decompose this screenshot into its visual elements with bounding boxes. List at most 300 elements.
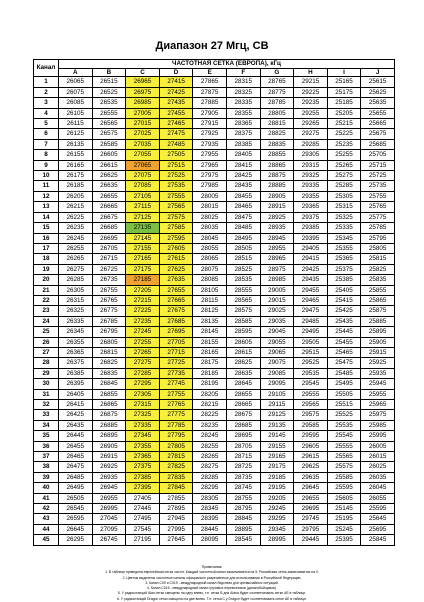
frequency-cell: 28005 <box>193 191 227 201</box>
frequency-cell: 27175 <box>126 264 160 274</box>
frequency-cell: 26635 <box>92 181 126 191</box>
frequency-cell: 27205 <box>126 285 160 295</box>
frequency-cell: 27365 <box>126 452 160 462</box>
frequency-cell: 26105 <box>59 108 93 118</box>
channel-number: 38 <box>34 462 59 472</box>
frequency-cell: 26875 <box>92 410 126 420</box>
frequency-cell: 29255 <box>294 108 328 118</box>
frequency-cell: 28855 <box>260 150 294 160</box>
frequency-cell: 28235 <box>193 420 227 430</box>
frequency-cell: 28645 <box>226 379 260 389</box>
frequency-cell: 29325 <box>294 171 328 181</box>
frequency-cell: 25485 <box>327 368 361 378</box>
frequency-cell: 27525 <box>159 171 193 181</box>
frequency-cell: 29065 <box>260 347 294 357</box>
channel-number: 25 <box>34 327 59 337</box>
frequency-cell: 29205 <box>260 493 294 503</box>
frequency-cell: 28985 <box>260 275 294 285</box>
frequency-cell: 27785 <box>159 420 193 430</box>
frequency-cell: 29635 <box>294 472 328 482</box>
frequency-cell: 29215 <box>294 77 328 87</box>
frequency-cell: 29465 <box>294 295 328 305</box>
frequency-cell: 26115 <box>59 119 93 129</box>
frequency-cell: 27125 <box>126 212 160 222</box>
channel-number: 28 <box>34 358 59 368</box>
grid-column-header: F <box>226 69 260 77</box>
channel-number: 39 <box>34 472 59 482</box>
frequency-cell: 27405 <box>126 493 160 503</box>
frequency-cell: 25195 <box>327 514 361 524</box>
table-row <box>34 160 395 170</box>
frequency-cell: 28575 <box>226 306 260 316</box>
frequency-cell: 26975 <box>126 87 160 97</box>
frequency-cell: 26055 <box>361 493 395 503</box>
frequency-cell: 27815 <box>159 452 193 462</box>
frequency-cell: 25965 <box>361 400 395 410</box>
frequency-cell: 25635 <box>361 98 395 108</box>
frequency-cell: 26345 <box>59 327 93 337</box>
frequency-cell: 27465 <box>159 119 193 129</box>
channel-header: Канал <box>34 60 59 77</box>
frequency-cell: 29315 <box>294 160 328 170</box>
channel-number: 41 <box>34 493 59 503</box>
frequency-cell: 26315 <box>59 295 93 305</box>
channel-number: 43 <box>34 514 59 524</box>
channel-number: 6 <box>34 129 59 139</box>
frequency-cell: 27605 <box>159 243 193 253</box>
frequency-cell: 25345 <box>327 233 361 243</box>
frequency-cell: 25915 <box>361 347 395 357</box>
channel-number: 35 <box>34 431 59 441</box>
frequency-cell: 29185 <box>260 472 294 482</box>
frequency-cell: 28075 <box>193 264 227 274</box>
frequency-cell: 26865 <box>92 400 126 410</box>
frequency-cell: 29415 <box>294 254 328 264</box>
frequency-cell: 26395 <box>59 379 93 389</box>
frequency-cell: 26535 <box>92 98 126 108</box>
frequency-cell: 28545 <box>226 535 260 545</box>
frequency-cell: 25305 <box>327 191 361 201</box>
frequency-cell: 26725 <box>92 264 126 274</box>
frequency-cell: 28095 <box>193 535 227 545</box>
frequency-cell: 27925 <box>193 129 227 139</box>
channel-number: 32 <box>34 400 59 410</box>
frequency-cell: 26265 <box>59 254 93 264</box>
frequency-cell: 26205 <box>59 191 93 201</box>
frequency-cell: 27915 <box>193 119 227 129</box>
table-row <box>34 493 395 503</box>
table-row <box>34 483 395 493</box>
frequency-cell: 28995 <box>260 535 294 545</box>
frequency-cell: 28425 <box>226 171 260 181</box>
frequency-cell: 28045 <box>193 233 227 243</box>
frequency-cell: 28295 <box>193 483 227 493</box>
frequency-cell: 26365 <box>59 347 93 357</box>
channel-number: 26 <box>34 337 59 347</box>
frequency-cell: 25445 <box>327 327 361 337</box>
frequency-cell: 26005 <box>361 441 395 451</box>
frequency-cell: 27105 <box>126 191 160 201</box>
frequency-cell: 25245 <box>327 524 361 534</box>
channel-number: 21 <box>34 285 59 295</box>
frequency-cell: 28595 <box>226 327 260 337</box>
frequency-cell: 29395 <box>294 233 328 243</box>
frequency-cell: 29245 <box>260 504 294 514</box>
frequency-cell: 29225 <box>294 87 328 97</box>
frequency-cell: 29425 <box>294 264 328 274</box>
table-row <box>34 410 395 420</box>
frequency-cell: 26025 <box>361 462 395 472</box>
frequency-cell: 28635 <box>226 368 260 378</box>
frequency-cell: 28385 <box>226 139 260 149</box>
frequency-cell: 29275 <box>294 129 328 139</box>
frequency-cell: 27975 <box>193 171 227 181</box>
table-row <box>34 98 395 108</box>
frequency-cell: 27015 <box>126 119 160 129</box>
frequency-cell: 29105 <box>260 389 294 399</box>
frequency-cell: 26165 <box>59 160 93 170</box>
frequency-cell: 27965 <box>193 160 227 170</box>
frequency-cell: 25465 <box>327 347 361 357</box>
frequency-cell: 28325 <box>226 87 260 97</box>
frequency-cell: 26185 <box>59 181 93 191</box>
frequency-cell: 25775 <box>361 212 395 222</box>
frequency-cell: 28355 <box>226 108 260 118</box>
frequency-cell: 29135 <box>260 420 294 430</box>
frequency-cell: 26385 <box>59 368 93 378</box>
frequency-cell: 28455 <box>226 191 260 201</box>
frequency-cell: 27095 <box>92 524 126 534</box>
frequency-cell: 26295 <box>59 535 93 545</box>
frequency-cell: 28705 <box>226 441 260 451</box>
frequency-cell: 25335 <box>327 223 361 233</box>
frequency-cell: 29545 <box>294 379 328 389</box>
frequency-cell: 27165 <box>126 254 160 264</box>
frequency-cell: 28875 <box>260 171 294 181</box>
channel-number: 3 <box>34 98 59 108</box>
frequency-cell: 25665 <box>361 119 395 129</box>
frequency-cell: 26705 <box>92 243 126 253</box>
frequency-cell: 28475 <box>226 212 260 222</box>
frequency-cell: 25905 <box>361 337 395 347</box>
frequency-cell: 28085 <box>193 275 227 285</box>
frequency-cell: 26135 <box>59 139 93 149</box>
frequency-cell: 26815 <box>92 347 126 357</box>
frequency-cell: 27595 <box>159 233 193 243</box>
table-row <box>34 264 395 274</box>
frequency-cell: 26075 <box>59 87 93 97</box>
frequency-cell: 29475 <box>294 306 328 316</box>
frequency-cell: 29355 <box>294 191 328 201</box>
channel-number: 29 <box>34 368 59 378</box>
frequency-cell: 26645 <box>59 524 93 534</box>
frequency-cell: 28605 <box>226 337 260 347</box>
frequency-cell: 26595 <box>59 514 93 524</box>
frequency-cell: 26015 <box>361 452 395 462</box>
frequency-cell: 25385 <box>327 275 361 285</box>
frequency-cell: 25975 <box>361 410 395 420</box>
frequency-cell: 27285 <box>126 368 160 378</box>
frequency-cell: 25735 <box>361 181 395 191</box>
frequency-cell: 25535 <box>327 420 361 430</box>
frequency-cell: 27755 <box>159 389 193 399</box>
frequency-cell: 27375 <box>126 462 160 472</box>
frequency-cell: 28015 <box>193 202 227 212</box>
channel-number: 18 <box>34 254 59 264</box>
frequency-cell: 25205 <box>327 108 361 118</box>
frequency-cell: 27055 <box>126 150 160 160</box>
frequency-cell: 29075 <box>260 358 294 368</box>
frequency-cell: 25355 <box>327 243 361 253</box>
frequency-cell: 28215 <box>193 400 227 410</box>
frequency-cell: 26995 <box>92 504 126 514</box>
frequency-cell: 26925 <box>92 462 126 472</box>
frequency-cell: 27535 <box>159 181 193 191</box>
table-row <box>34 379 395 389</box>
frequency-cell: 28115 <box>193 295 227 305</box>
frequency-cell: 29495 <box>294 327 328 337</box>
frequency-cell: 28465 <box>226 202 260 212</box>
table-row <box>34 368 395 378</box>
frequency-cell: 28195 <box>193 379 227 389</box>
frequency-cell: 28365 <box>226 119 260 129</box>
frequency-cell: 28865 <box>260 160 294 170</box>
table-row <box>34 87 395 97</box>
frequency-cell: 28885 <box>260 181 294 191</box>
frequency-cell: 27135 <box>126 223 160 233</box>
frequency-cell: 29055 <box>260 337 294 347</box>
frequency-cell: 25785 <box>361 223 395 233</box>
frequency-cell: 27685 <box>159 316 193 326</box>
grid-column-header: E <box>193 69 227 77</box>
note-line: 6. У радиостанций Dragon сетки смещены на две влево. Т.е. сетка С у Dragon будет соответсвовать сетке AE в таблице. <box>117 596 307 601</box>
frequency-cell: 28025 <box>193 212 227 222</box>
frequency-cell: 28555 <box>226 285 260 295</box>
frequency-cell: 28405 <box>226 150 260 160</box>
frequency-cell: 28735 <box>226 472 260 482</box>
table-row <box>34 223 395 233</box>
channel-number: 13 <box>34 202 59 212</box>
frequency-cell: 28805 <box>260 108 294 118</box>
frequency-cell: 28655 <box>226 389 260 399</box>
frequency-cell: 29615 <box>294 452 328 462</box>
frequency-cell: 28925 <box>260 212 294 222</box>
frequency-cell: 28255 <box>193 441 227 451</box>
frequency-cell: 29575 <box>294 410 328 420</box>
channel-number: 27 <box>34 347 59 357</box>
frequency-cell: 25895 <box>361 327 395 337</box>
frequency-cell: 26585 <box>92 139 126 149</box>
frequency-cell: 26715 <box>92 254 126 264</box>
frequency-cell: 27275 <box>126 358 160 368</box>
frequency-cell: 27345 <box>126 431 160 441</box>
frequency-cell: 28395 <box>193 514 227 524</box>
channel-number: 12 <box>34 191 59 201</box>
frequency-cell: 27945 <box>159 514 193 524</box>
frequency-cell: 25825 <box>361 264 395 274</box>
table-row <box>34 171 395 181</box>
frequency-cell: 29795 <box>294 524 328 534</box>
frequency-cell: 25925 <box>361 358 395 368</box>
frequency-cell: 27075 <box>126 171 160 181</box>
frequency-cell: 29645 <box>294 483 328 493</box>
frequency-cell: 29655 <box>294 493 328 503</box>
frequency-cell: 27325 <box>126 410 160 420</box>
frequency-cell: 26945 <box>92 483 126 493</box>
frequency-cell: 26085 <box>59 98 93 108</box>
frequency-cell: 28585 <box>226 316 260 326</box>
frequency-cell: 25285 <box>327 181 361 191</box>
frequency-cell: 25315 <box>327 202 361 212</box>
frequency-cell: 29145 <box>260 431 294 441</box>
frequency-cell: 27255 <box>126 337 160 347</box>
frequency-cell: 28685 <box>226 420 260 430</box>
frequency-cell: 29625 <box>294 462 328 472</box>
frequency-cell: 29165 <box>260 452 294 462</box>
frequency-cell: 26495 <box>59 483 93 493</box>
frequency-cell: 26125 <box>59 129 93 139</box>
frequency-cell: 26505 <box>59 493 93 503</box>
frequency-cell: 25175 <box>327 87 361 97</box>
frequency-cell: 25725 <box>361 171 395 181</box>
frequency-cell: 26485 <box>59 472 93 482</box>
frequency-cell: 25425 <box>327 306 361 316</box>
table-row <box>34 139 395 149</box>
frequency-cell: 27315 <box>126 400 160 410</box>
frequency-cell: 26755 <box>92 285 126 295</box>
frequency-cell: 25865 <box>361 295 395 305</box>
frequency-cell: 25995 <box>361 431 395 441</box>
frequency-cell: 27865 <box>193 77 227 87</box>
frequency-cell: 29345 <box>260 524 294 534</box>
notes-heading: Примечания: <box>201 565 223 569</box>
frequency-cell: 26895 <box>92 431 126 441</box>
frequency-cell: 25645 <box>361 514 395 524</box>
channel-number: 45 <box>34 535 59 545</box>
frequency-cell: 28135 <box>193 316 227 326</box>
table-row <box>34 285 395 295</box>
frequency-cell: 26785 <box>92 316 126 326</box>
frequency-cell: 28915 <box>260 202 294 212</box>
frequency-cell: 27415 <box>159 77 193 87</box>
table-row <box>34 119 395 129</box>
table-row <box>34 295 395 305</box>
frequency-cell: 28245 <box>193 431 227 441</box>
frequency-cell: 26965 <box>126 77 160 87</box>
frequency-cell: 29535 <box>294 368 328 378</box>
grid-column-header: B <box>92 69 126 77</box>
frequency-cell: 26885 <box>92 420 126 430</box>
frequency-cell: 26435 <box>59 420 93 430</box>
frequency-cell: 26445 <box>59 431 93 441</box>
frequency-cell: 25395 <box>327 535 361 545</box>
frequency-cell: 27875 <box>193 87 227 97</box>
frequency-cell: 26255 <box>59 243 93 253</box>
frequency-cell: 26305 <box>59 285 93 295</box>
frequency-cell: 28305 <box>193 493 227 503</box>
frequency-cell: 28835 <box>260 139 294 149</box>
table-row <box>34 389 395 399</box>
channel-number: 11 <box>34 181 59 191</box>
frequency-cell: 25225 <box>327 129 361 139</box>
frequency-cell: 25815 <box>361 254 395 264</box>
frequency-cell: 26175 <box>59 171 93 181</box>
channel-number: 44 <box>34 524 59 534</box>
note-line: 5. У радиостанций Alan сетки смещены на одну влево, т.е. сетка B для Alana будет соответсвовать сетке AE в таблице. <box>117 591 307 596</box>
frequency-cell: 27845 <box>159 483 193 493</box>
frequency-cell: 26245 <box>59 233 93 243</box>
channel-number: 4 <box>34 108 59 118</box>
notes-list <box>40 570 384 602</box>
frequency-cell: 27855 <box>159 493 193 503</box>
frequency-cell: 26935 <box>92 472 126 482</box>
frequency-cell: 26675 <box>92 212 126 222</box>
channel-number: 36 <box>34 441 59 451</box>
frequency-cell: 27445 <box>126 504 160 514</box>
frequency-cell: 25165 <box>327 77 361 87</box>
frequency-cell: 28185 <box>193 368 227 378</box>
frequency-cell: 25845 <box>361 535 395 545</box>
frequency-cell: 25375 <box>327 264 361 274</box>
frequency-cell: 25525 <box>327 410 361 420</box>
grid-column-header: J <box>361 69 395 77</box>
frequency-cell: 29035 <box>260 316 294 326</box>
frequency-cell: 28205 <box>193 389 227 399</box>
frequency-cell: 26955 <box>92 493 126 503</box>
frequency-cell: 27625 <box>159 264 193 274</box>
channel-number: 20 <box>34 275 59 285</box>
frequency-cell: 26425 <box>59 410 93 420</box>
frequency-cell: 25515 <box>327 400 361 410</box>
frequency-cell: 27485 <box>159 139 193 149</box>
frequency-cell: 26575 <box>92 129 126 139</box>
frequency-cell: 26225 <box>59 212 93 222</box>
frequency-cell: 26915 <box>92 452 126 462</box>
channel-number: 2 <box>34 87 59 97</box>
frequency-cell: 26325 <box>59 306 93 316</box>
grid-column-header: G <box>260 69 294 77</box>
frequency-cell: 25365 <box>327 254 361 264</box>
frequency-cell: 25705 <box>361 150 395 160</box>
frequency-cell: 25685 <box>361 139 395 149</box>
frequency-cell: 26655 <box>92 191 126 201</box>
frequency-cell: 27395 <box>126 483 160 493</box>
frequency-cell: 27085 <box>126 181 160 191</box>
frequency-cell: 27645 <box>159 535 193 545</box>
channel-number: 17 <box>34 243 59 253</box>
frequency-cell: 27825 <box>159 462 193 472</box>
grid-column-header: C <box>126 69 160 77</box>
frequency-cell: 28755 <box>226 493 260 503</box>
frequency-cell: 28715 <box>226 452 260 462</box>
frequency-cell: 28795 <box>226 504 260 514</box>
frequency-cell: 27065 <box>126 160 160 170</box>
frequency-cell: 26905 <box>92 441 126 451</box>
channel-number: 23 <box>34 306 59 316</box>
frequency-cell: 28775 <box>260 87 294 97</box>
frequency-cell: 27615 <box>159 254 193 264</box>
frequency-cell: 27235 <box>126 316 160 326</box>
frequency-cell: 28625 <box>226 358 260 368</box>
frequency-cell: 28975 <box>260 264 294 274</box>
frequency-cell: 27475 <box>159 129 193 139</box>
frequency-cell: 27905 <box>193 108 227 118</box>
frequency-cell: 27955 <box>193 150 227 160</box>
frequency-cell: 28415 <box>226 160 260 170</box>
frequency-cell: 29455 <box>294 285 328 295</box>
frequency-cell: 25455 <box>327 337 361 347</box>
table-row <box>34 316 395 326</box>
